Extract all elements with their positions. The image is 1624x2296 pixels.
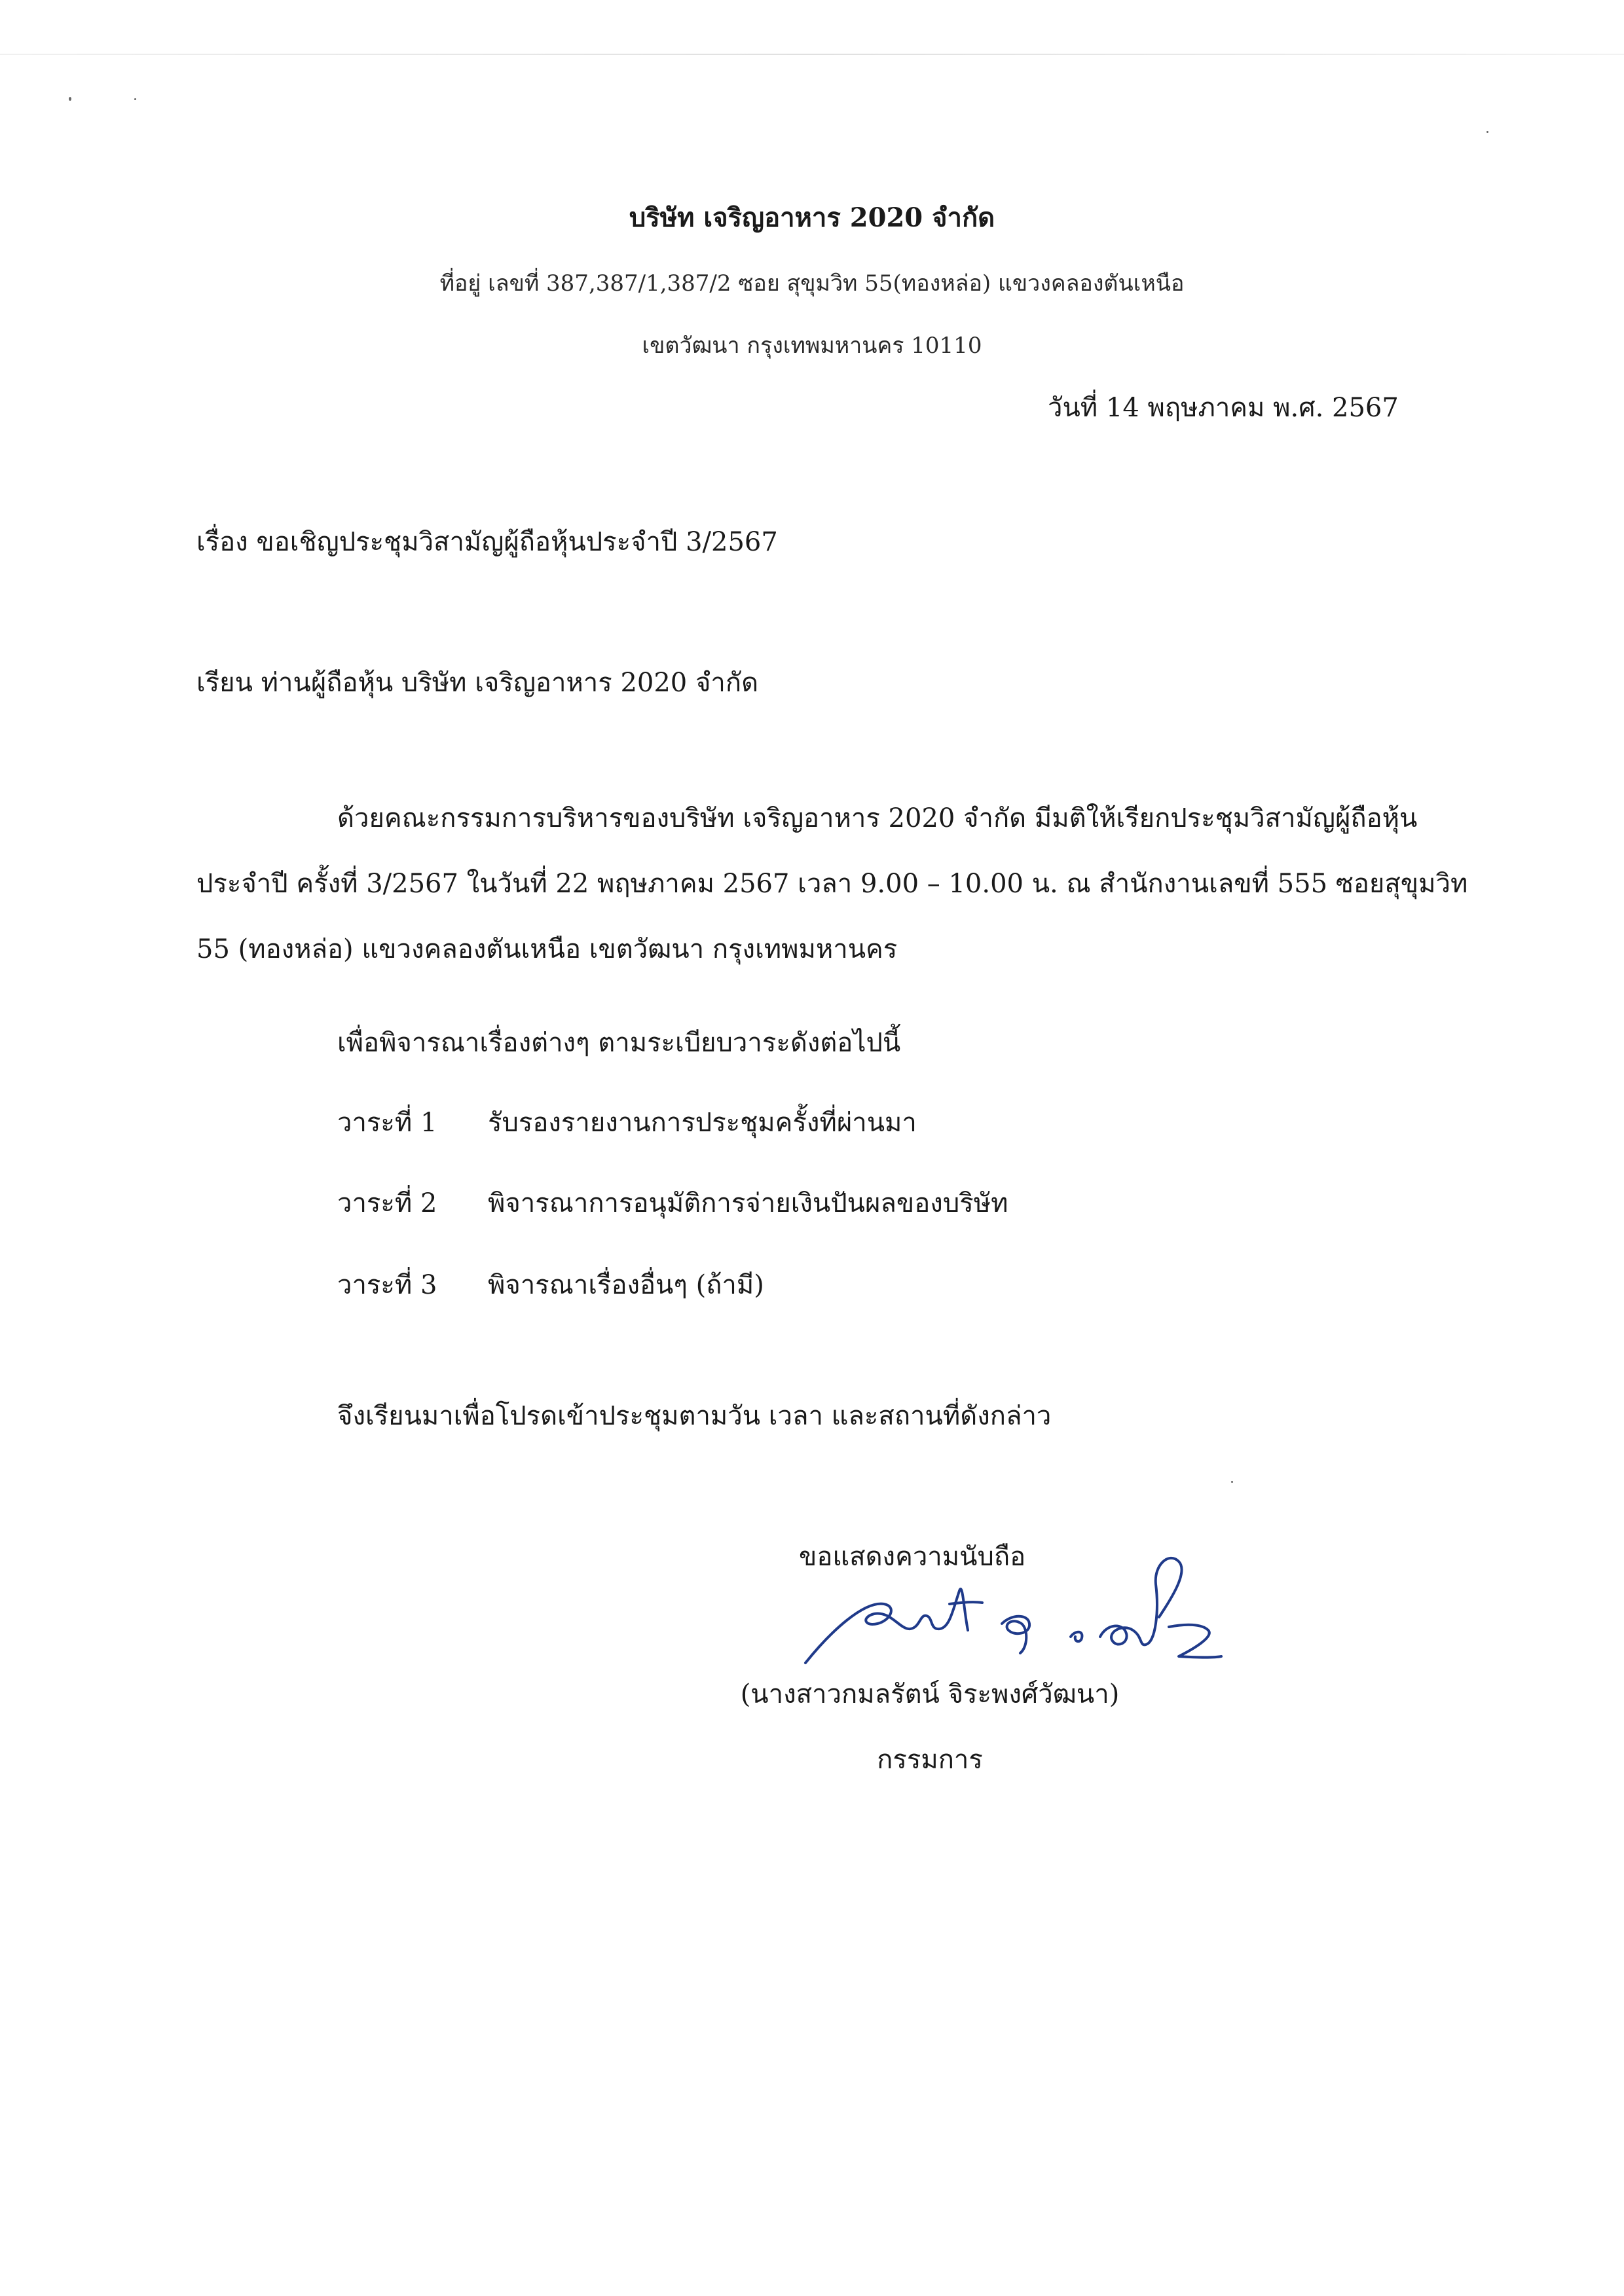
agenda-text: รับรองรายงานการประชุมครั้งที่ผ่านมา bbox=[488, 1108, 917, 1138]
scan-speck bbox=[1486, 131, 1488, 133]
agenda-intro: เพื่อพิจารณาเรื่องต่างๆ ตามระเบียบวาระดังต่อไปนี้ bbox=[337, 1028, 901, 1058]
scan-speck bbox=[69, 97, 71, 101]
letter-recipient: เรียน ท่านผู้ถือหุ้น บริษัท เจริญอาหาร 2020 จำกัด bbox=[196, 668, 759, 698]
agenda-number: วาระที่ 3 bbox=[337, 1270, 437, 1300]
scan-speck bbox=[134, 98, 136, 100]
agenda-item bbox=[337, 1264, 764, 1305]
company-address-line-2: เขตวัฒนา กรุงเทพมหานคร 10110 bbox=[642, 333, 982, 359]
company-name-heading: บริษัท เจริญอาหาร 2020 จำกัด bbox=[629, 202, 995, 233]
closing-regards: ขอแสดงความนับถือ bbox=[799, 1542, 1026, 1572]
letter-subject: เรื่อง ขอเชิญประชุมวิสามัญผู้ถือหุ้นประจำปี 3/2567 bbox=[196, 527, 778, 557]
body-line-1: ด้วยคณะกรรมการบริหารของบริษัท เจริญอาหาร 2020 จำกัด มีมติให้เรียกประชุมวิสามัญผู้ถือหุ้น bbox=[337, 803, 1418, 833]
agenda-item bbox=[337, 1182, 1008, 1224]
body-paragraph bbox=[196, 786, 1468, 982]
agenda-number: วาระที่ 1 bbox=[337, 1108, 437, 1138]
agenda-text: พิจารณาเรื่องอื่นๆ (ถ้ามี) bbox=[488, 1270, 764, 1300]
scan-speck bbox=[1231, 1481, 1233, 1483]
agenda-text: พิจารณาการอนุมัติการจ่ายเงินปันผลของบริษัท bbox=[488, 1188, 1008, 1218]
company-address-line-1: ที่อยู่ เลขที่ 387,387/1,387/2 ซอย สุขุมวิท 55(ทองหล่อ) แขวงคลองตันเหนือ bbox=[439, 270, 1185, 297]
agenda-item bbox=[337, 1101, 917, 1143]
signer-name: (นางสาวกมลรัตน์ จิระพงศ์วัฒนา) bbox=[740, 1679, 1120, 1709]
body-line-2: ประจำปี ครั้งที่ 3/2567 ในวันที่ 22 พฤษภาคม 2567 เวลา 9.00 – 10.00 น. ณ สำนักงานเลขที่ 555 ซอยสุขุมวิท bbox=[196, 869, 1468, 899]
letter-date: วันที่ 14 พฤษภาคม พ.ศ. 2567 bbox=[1048, 393, 1399, 423]
signer-title: กรรมการ bbox=[877, 1745, 983, 1775]
handwritten-signature bbox=[792, 1532, 1225, 1683]
closing-sentence: จึงเรียนมาเพื่อโปรดเข้าประชุมตามวัน เวลา และสถานที่ดังกล่าว bbox=[337, 1401, 1052, 1431]
body-line-3: 55 (ทองหล่อ) แขวงคลองตันเหนือ เขตวัฒนา กรุงเทพมหานคร bbox=[196, 934, 898, 964]
agenda-number: วาระที่ 2 bbox=[337, 1188, 437, 1218]
scan-artifact-line bbox=[0, 54, 1624, 55]
